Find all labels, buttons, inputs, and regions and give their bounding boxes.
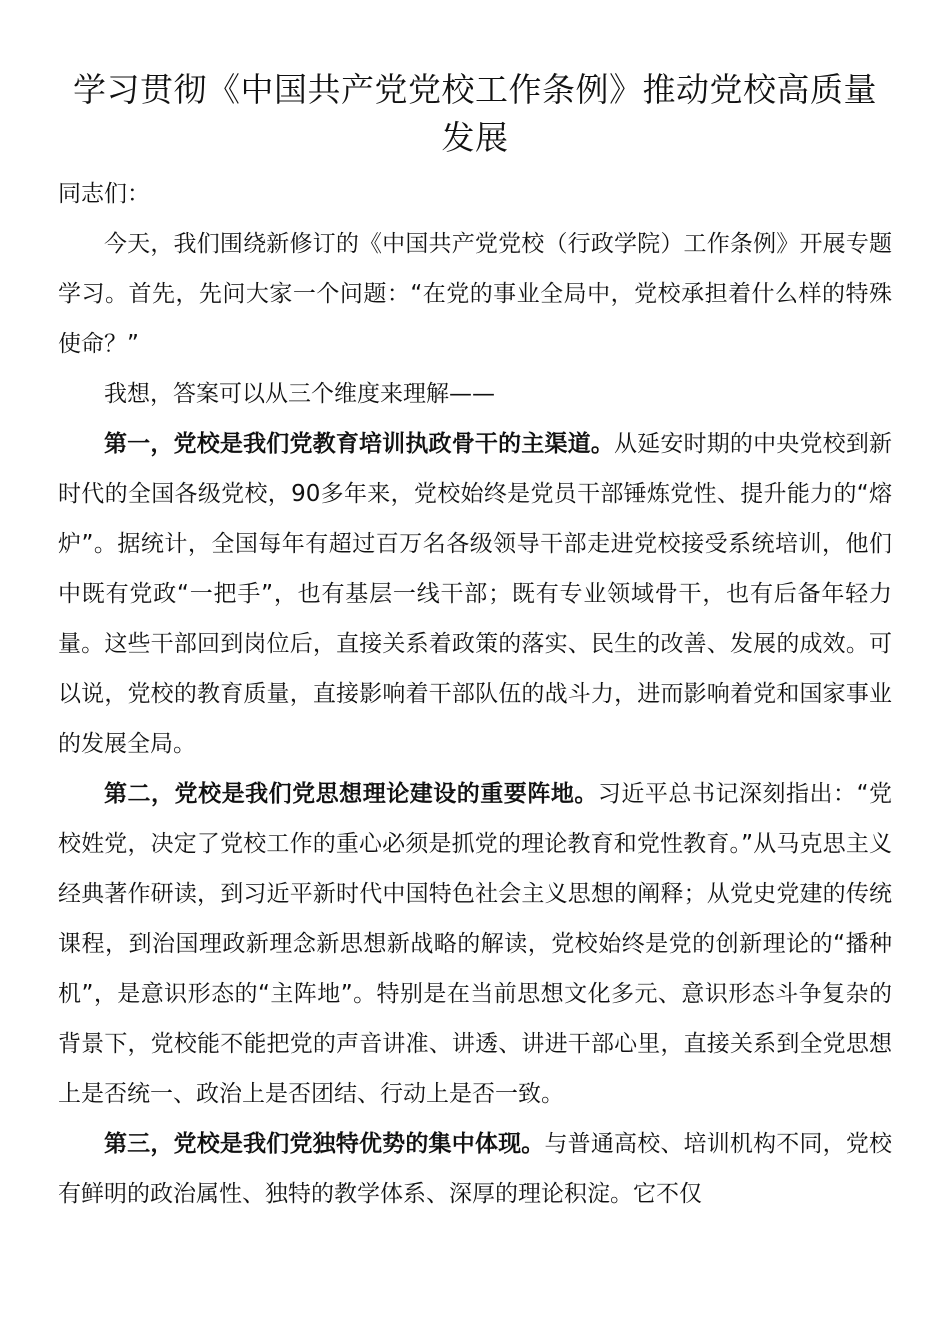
paragraph-text: 从延安时期的中央党校到新时代的全国各级党校，90多年来，党校始终是党员干部锤炼党性、提升能力的“熔炉”。据统计，全国每年有超过百万名各级领导干部走进党校接受系统培训，他们中既有党政“一把手”，也有基层一线干部；既有专业领域骨干，也有后备年轻力量。这些干部回到岗位后，直接关系着政策的落实、民生的改善、发展的成效。可以说，党校的教育质量，直接影响着干部队伍的战斗力，进而影响着党和国家事业的发展全局。 bbox=[58, 431, 893, 757]
document-title: 学习贯彻《中国共产党党校工作条例》推动党校高质量发展 bbox=[73, 70, 877, 157]
paragraph-text: 习近平总书记深刻指出：“党校姓党，决定了党校工作的重心必须是抓党的理论教育和党性教育。”从马克思主义经典著作研读，到习近平新时代中国特色社会主义思想的阐释；从党史党建的传统课程，到治国理政新理念新思想新战略的解读，党校始终是党的创新理论的“播种机”，是意识形态的“主阵地”。特别是在当前思想文化多元、意识形态斗争复杂的背景下，党校能不能把党的声音讲准、讲透、讲进干部心里，直接关系到全党思想上是否统一、政治上是否团结、行动上是否一致。 bbox=[58, 781, 893, 1107]
paragraph-point-two bbox=[58, 769, 892, 1119]
paragraph-text: 今天，我们围绕新修订的《中国共产党党校（行政学院）工作条例》开展专题学习。首先，先问大家一个问题：“在党的事业全局中，党校承担着什么样的特殊使命？” bbox=[58, 231, 892, 357]
paragraph-text: 与普通高校、培训机构不同，党校有鲜明的政治属性、独特的教学体系、深厚的理论积淀。它不仅 bbox=[58, 1131, 893, 1207]
paragraph-text: 我想，答案可以从三个维度来理解—— bbox=[104, 381, 495, 407]
greeting: 同志们： bbox=[58, 181, 150, 207]
paragraph-lead: 第一，党校是我们党教育培训执政骨干的主渠道。 bbox=[104, 431, 614, 457]
paragraph-lead: 第三，党校是我们党独特优势的集中体现。 bbox=[104, 1131, 545, 1157]
paragraph-lead: 第二，党校是我们党思想理论建设的重要阵地。 bbox=[104, 781, 598, 807]
paragraph-point-one bbox=[58, 419, 892, 769]
paragraph-intro bbox=[58, 219, 892, 369]
paragraph-point-three bbox=[58, 1119, 892, 1219]
paragraph-thesis bbox=[58, 369, 892, 419]
